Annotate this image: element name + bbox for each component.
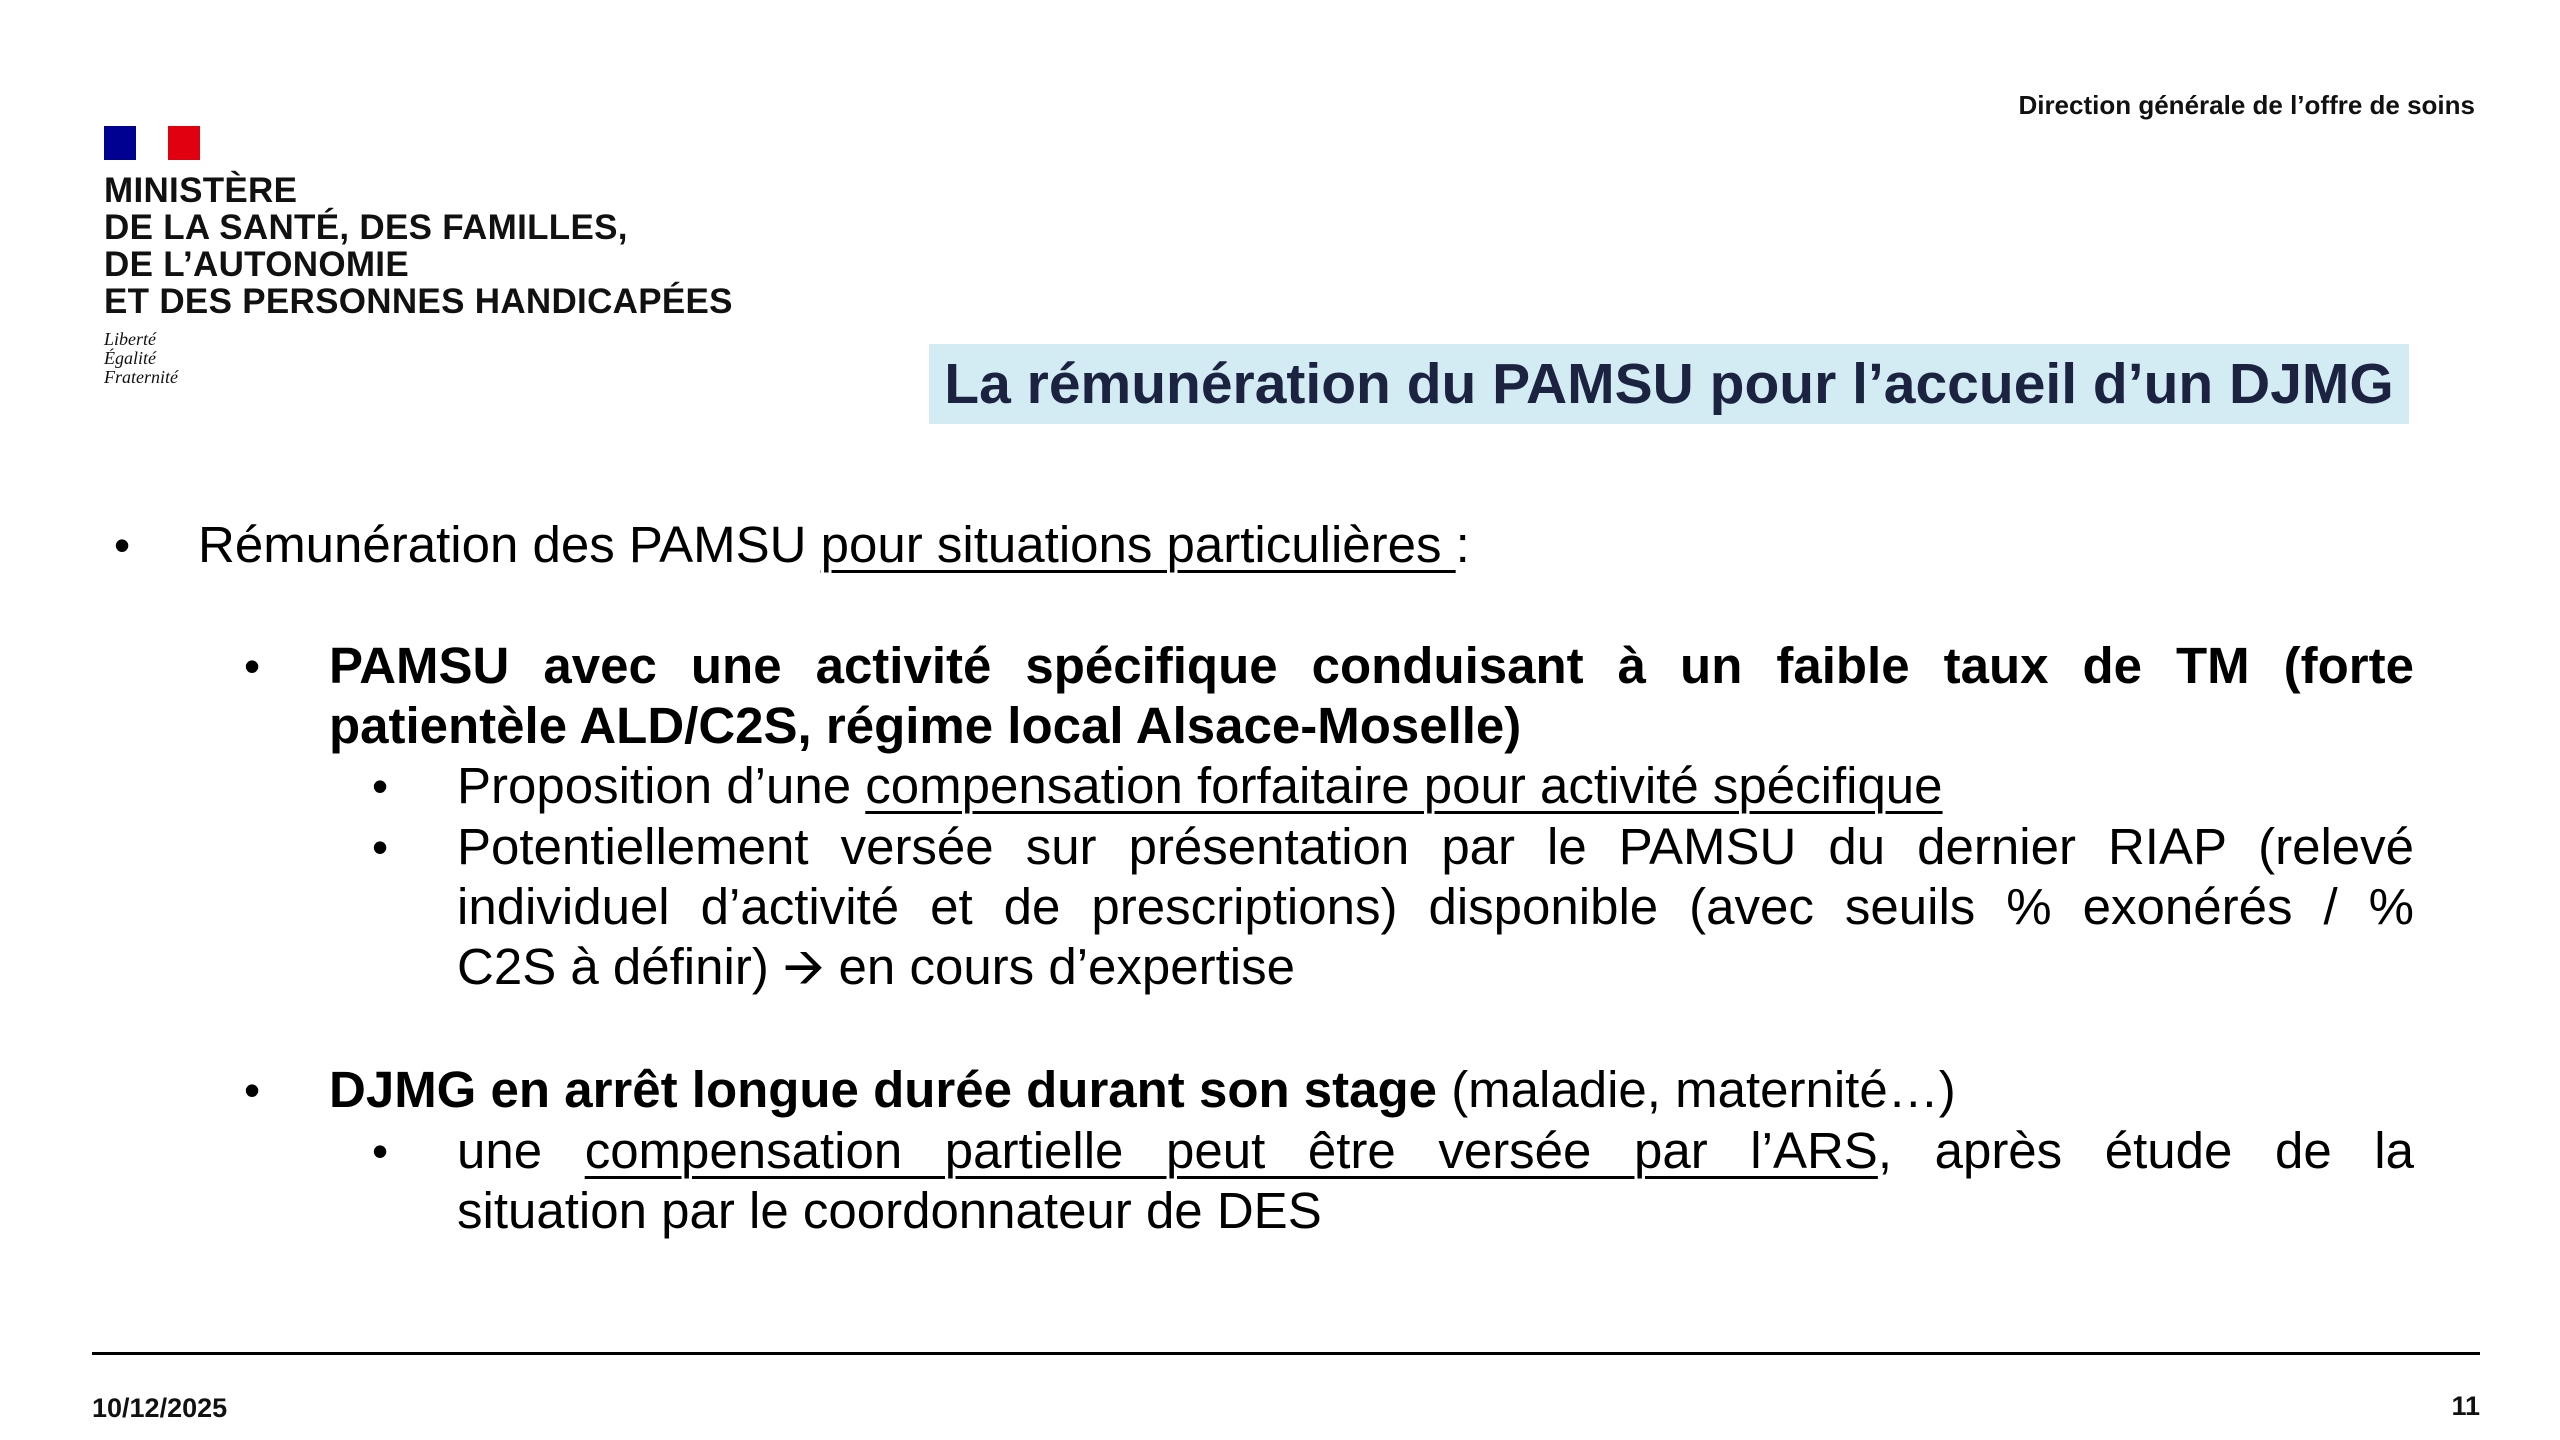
item2-sub1-suffix: , après étude de la [1877, 1122, 2414, 1179]
item1-sub1 [457, 756, 1943, 816]
ministry-name [104, 172, 733, 320]
item2-sub1-line1 [457, 1121, 2414, 1181]
item2-normal: (maladie, maternité…) [1437, 1061, 1956, 1118]
ministry-line: ET DES PERSONNES HANDICAPÉES [104, 282, 733, 321]
bullet: • [114, 519, 131, 571]
item1-sub2-line1: Potentiellement versée sur présentation par le PAMSU du dernier RIAP (relevé [457, 818, 2414, 875]
bullet: • [244, 1064, 261, 1116]
marianne-flag-icon [104, 126, 200, 160]
intro-prefix: Rémunération des PAMSU [198, 516, 821, 573]
footer-divider [92, 1352, 2480, 1355]
bullet: • [244, 640, 261, 692]
motto-line: Liberté [104, 329, 156, 349]
item2-sub1-line2: situation par le coordonnateur de DES [457, 1182, 1322, 1239]
bullet: • [372, 821, 389, 873]
ministry-line: DE LA SANTÉ, DES FAMILLES, [104, 208, 628, 247]
item2-bold: DJMG en arrêt longue durée durant son stage [329, 1061, 1438, 1118]
motto-line: Égalité [104, 348, 156, 368]
item1-sub2-line2: individuel d’activité et de prescriptions) disponible (avec seuils % exonérés / % [457, 878, 2414, 935]
republic-motto [104, 330, 733, 387]
item1-sub1-underlined: compensation forfaitaire pour activité spécifique [865, 757, 1943, 814]
item1-line2: patientèle ALD/C2S, régime local Alsace-Moselle) [329, 697, 1522, 754]
bullet: • [372, 1125, 389, 1177]
item1-sub2-line3: C2S à définir) 🡪 en cours d’expertise [457, 938, 1295, 995]
ministry-line: DE L’AUTONOMIE [104, 245, 409, 284]
direction-label: Direction générale de l’offre de soins [2018, 90, 2475, 120]
item1-sub1-prefix: Proposition d’une [457, 757, 866, 814]
motto-line: Fraternité [104, 367, 178, 387]
item2-sub1-prefix: une [457, 1122, 585, 1179]
ministry-line: MINISTÈRE [104, 171, 298, 210]
intro-suffix: : [1455, 516, 1470, 573]
intro-line [198, 515, 1470, 575]
item2-line [329, 1060, 1956, 1120]
intro-underlined: pour situations particulières [820, 516, 1456, 573]
slide-title: La rémunération du PAMSU pour l’accueil d’un DJMG [929, 344, 2409, 424]
footer-date: 10/12/2025 [92, 1393, 228, 1423]
page-number: 11 [2451, 1391, 2480, 1421]
ministry-logo [104, 126, 733, 387]
item2-sub1-underlined: compensation partielle peut être versée par l’ARS [584, 1122, 1878, 1179]
bullet: • [372, 760, 389, 812]
item1-line1: PAMSU avec une activité spécifique conduisant à un faible taux de TM (forte [329, 637, 2414, 694]
